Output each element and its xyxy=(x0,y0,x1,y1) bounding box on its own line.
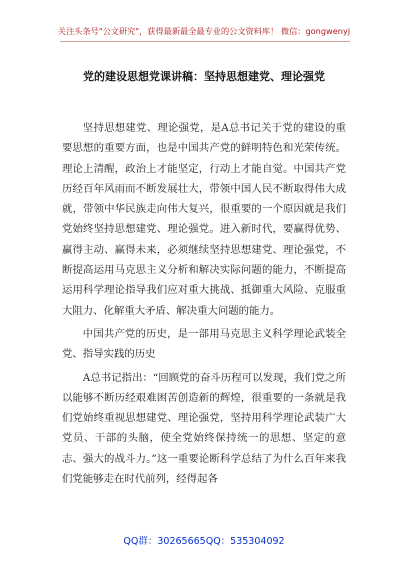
qq-group-text: QQ群：30265665 xyxy=(123,536,206,547)
page-header-promo: 关注头条号"公文研究"，获得最新最全最专业的公文资料库！ 微信：gongwenyj xyxy=(57,26,351,36)
body-paragraph-1: 坚持思想建党、理论强党，是A总书记关于党的建设的重要思想的重要方面，也是中国共产党的鲜明特色和光荣传统。理论上清醒，政治上才能坚定，行动上才能自觉。中国共产党历经百年风雨而不断发展壮大，带领中国人民不断取得伟大成就，带领中华民族走向伟大复兴，很重要的一个原因就是我们党始终坚持思想建党、理论强党。进入新时代，要赢得优势、赢得主动、赢得未来，必须继续坚持思想建党、理论强党，不断提高运用马克思主义分析和解决实际问题的能力，不断提高运用科学理论指导我们应对重大挑战、抵御重大风险、克服重大阻力、化解重大矛盾、解决重大问题的能力。 xyxy=(62,122,346,317)
body-paragraph-3: A总书记指出：“回顾党的奋斗历程可以发现，我们党之所以能够不断历经艰难困苦创造新的辉煌，很重要的一条就是我们党始终重视思想建党、理论强党，坚持用科学理论武装广大党员、干部的头脑，使全党始终保持统一的思想、坚定的意志、强大的战斗力。”这一重要论断科学总结了为什么百年来我们党能够走在时代前列，经得起各 xyxy=(62,371,346,486)
qq-number-text: QQ：535304092 xyxy=(205,536,285,547)
document-title: 党的建设思想党课讲稿：坚持思想建党、理论强党 xyxy=(83,70,325,83)
page-footer-contact xyxy=(0,533,408,547)
document-body xyxy=(62,118,346,492)
header-divider xyxy=(60,41,350,42)
body-paragraph-2: 中国共产党的历史，是一部用马克思主义科学理论武装全党、指导实践的历史 xyxy=(62,327,346,361)
